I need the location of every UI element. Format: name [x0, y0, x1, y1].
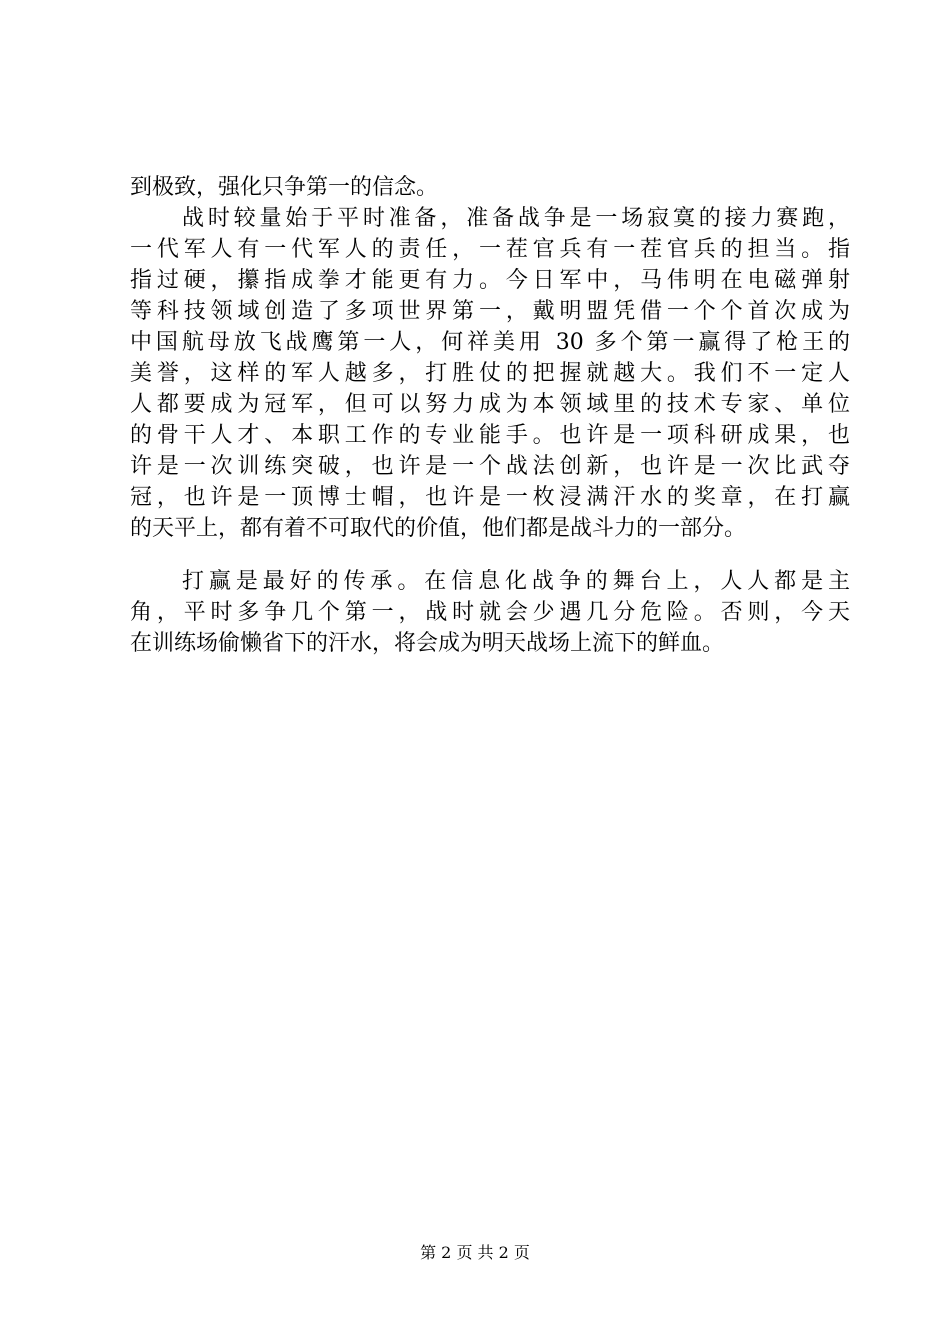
text-line: 中国航母放飞战鹰第一人，何祥美用 30 多个第一赢得了枪王的: [130, 330, 850, 355]
paragraph-3: [130, 566, 850, 659]
page-footer: [0, 1241, 950, 1265]
text-line: 打赢是最好的传承。在信息化战争的舞台上，人人都是主: [182, 569, 850, 594]
text-line: 在训练场偷懒省下的汗水，将会成为明天战场上流下的鲜血。: [130, 631, 725, 656]
text-line: 等科技领域创造了多项世界第一，戴明盟凭借一个个首次成为: [130, 299, 850, 324]
text-line: 冠，也许是一顶博士帽，也许是一枚浸满汗水的奖章，在打赢: [130, 485, 850, 510]
text-line: 一代军人有一代军人的责任，一茬官兵有一茬官兵的担当。指: [130, 237, 850, 262]
paragraph-1: [130, 172, 850, 203]
text-line: 的天平上，都有着不可取代的价值，他们都是战斗力的一部分。: [130, 516, 747, 541]
document-body: [130, 172, 850, 659]
text-line: 指过硬，攥指成拳才能更有力。今日军中，马伟明在电磁弹射: [130, 268, 850, 293]
text-line: 美誉，这样的军人越多，打胜仗的把握就越大。我们不一定人: [130, 361, 850, 386]
text-line: 人都要成为冠军，但可以努力成为本领域里的技术专家、单位: [130, 392, 850, 417]
paragraph-spacer: [130, 544, 850, 566]
text-line: 的骨干人才、本职工作的专业能手。也许是一项科研成果，也: [130, 423, 850, 448]
page-number-label: 第 2 页 共 2 页: [420, 1243, 530, 1262]
text-line: 许是一次训练突破，也许是一个战法创新，也许是一次比武夺: [130, 454, 850, 479]
text-line: 到极致，强化只争第一的信念。: [130, 175, 439, 200]
text-line: 战时较量始于平时准备，准备战争是一场寂寞的接力赛跑，: [182, 206, 850, 231]
text-line: 角，平时多争几个第一，战时就会少遇几分危险。否则，今天: [130, 600, 850, 625]
paragraph-2: [130, 203, 850, 544]
